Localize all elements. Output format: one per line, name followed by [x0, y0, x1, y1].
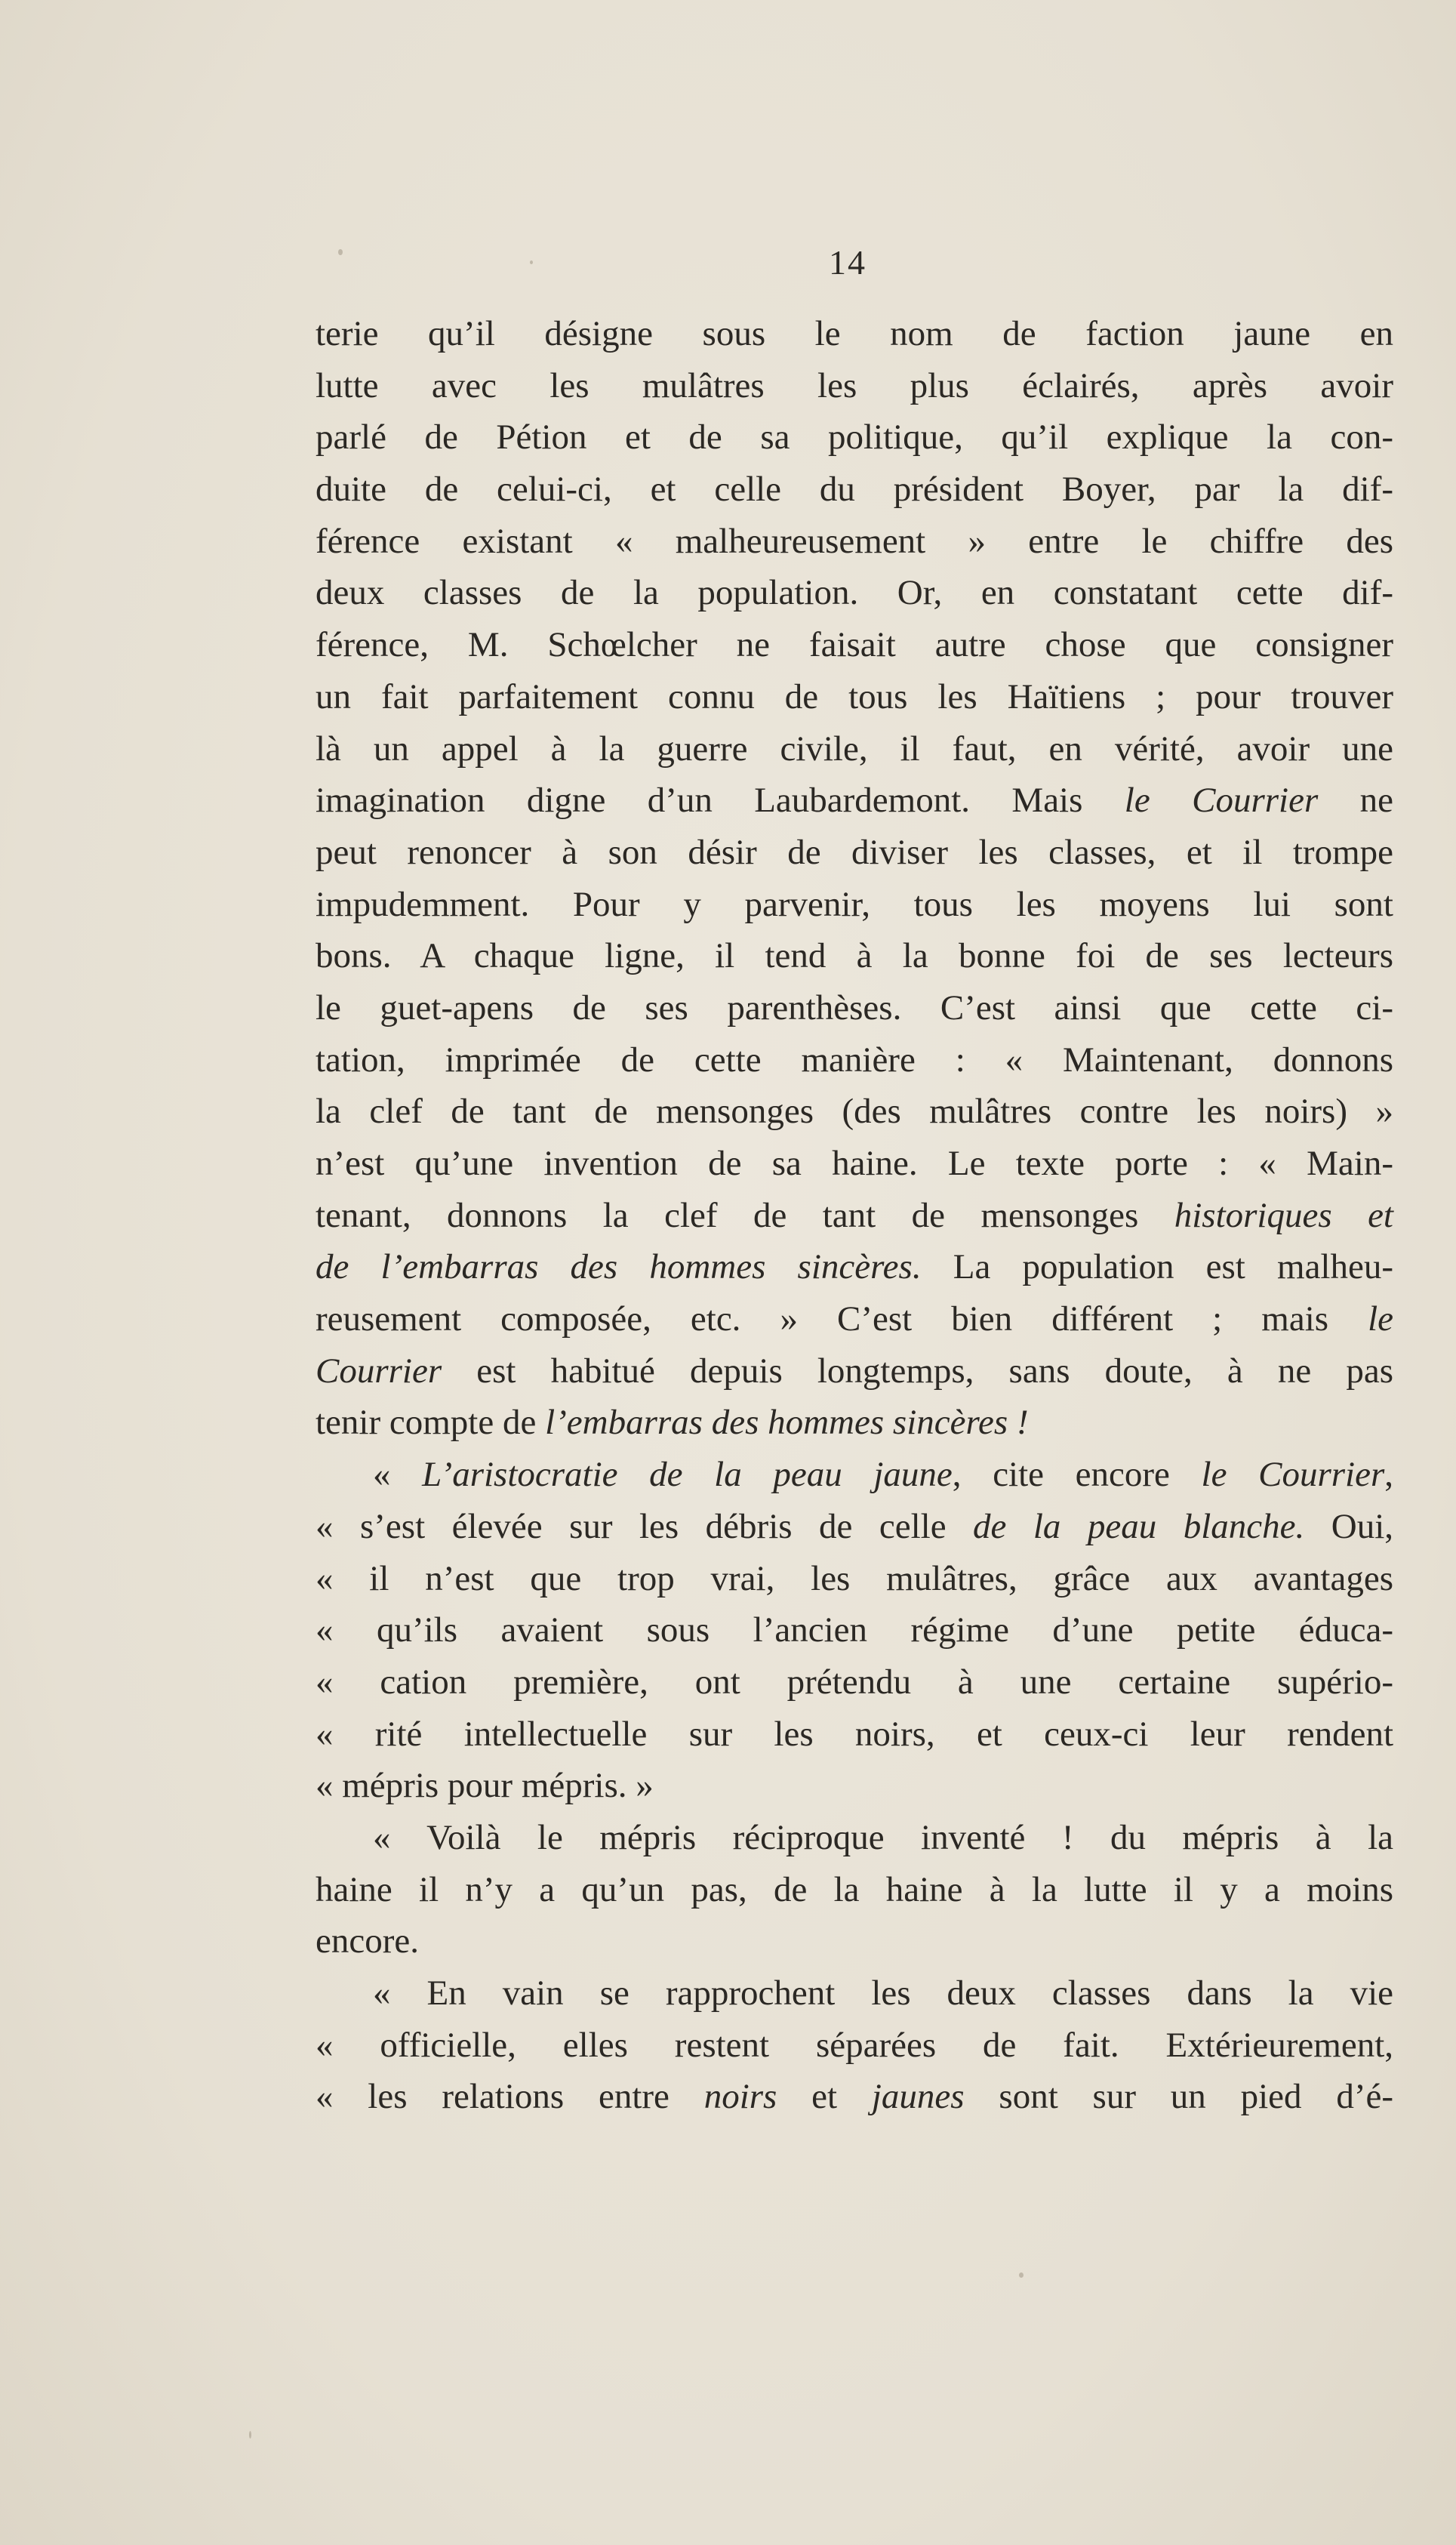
text-line — [316, 775, 1393, 827]
text-line-content — [316, 567, 1393, 619]
text-line — [316, 1138, 1393, 1190]
text-line — [316, 2020, 1393, 2072]
text-span: « qu’ils avaient sous l’ancien régime d’une petite éduca- — [316, 1610, 1393, 1650]
body-text — [316, 308, 1393, 2123]
text-line-content — [316, 827, 1393, 879]
ink-speck — [338, 249, 343, 255]
text-line-content — [316, 1293, 1393, 1345]
text-line — [316, 1086, 1393, 1138]
text-span: tenir compte de — [316, 1403, 546, 1443]
text-line — [316, 1034, 1393, 1086]
text-span: lutte avec les mulâtres les plus éclairés, après avoir — [316, 365, 1393, 405]
text-line-content — [316, 1345, 1393, 1397]
text-line-content — [316, 723, 1393, 775]
text-span: Oui, — [1304, 1506, 1394, 1546]
italic-text: de la peau blanche. — [973, 1506, 1305, 1546]
text-line-content — [316, 879, 1393, 931]
text-line-content — [316, 1138, 1393, 1190]
text-span: « cation première, ont prétendu à une certaine supério- — [316, 1662, 1393, 1702]
text-line-content — [316, 1190, 1393, 1242]
text-span: haine il n’y a qu’un pas, de la haine à la lutte il y a moins — [316, 1869, 1393, 1909]
text-line-content — [316, 1812, 1393, 1864]
text-line-content — [316, 1034, 1393, 1086]
text-line-content — [316, 308, 1393, 360]
text-span: férence, M. Schœlcher ne faisait autre chose que consigner — [316, 625, 1393, 665]
text-span: parlé de Pétion et de sa politique, qu’il explique la con- — [316, 417, 1393, 458]
text-line-content — [316, 1501, 1393, 1553]
text-line — [316, 1190, 1393, 1242]
text-line-content — [316, 619, 1393, 671]
italic-text: L’aristocratie de la peau jaune — [422, 1455, 953, 1495]
text-line-content — [316, 516, 1393, 568]
text-line — [316, 930, 1393, 982]
ink-speck — [1019, 2272, 1024, 2278]
text-line — [316, 516, 1393, 568]
italic-text: le — [1368, 1299, 1393, 1339]
text-span: le guet-apens de ses parenthèses. C’est ainsi que cette ci- — [316, 987, 1393, 1028]
text-line-content — [316, 1241, 1393, 1293]
text-line — [316, 2071, 1393, 2123]
text-span: impudemment. Pour y parvenir, tous les moyens lui sont — [316, 884, 1393, 924]
text-line — [316, 1397, 1393, 1449]
text-line-content — [316, 411, 1393, 464]
text-line — [316, 1864, 1393, 1916]
text-line — [316, 1553, 1393, 1605]
text-line — [316, 1293, 1393, 1345]
text-span: tenant, donnons la clef de tant de mensonges — [316, 1195, 1174, 1235]
text-line — [316, 1345, 1393, 1397]
text-span: « Voilà le mépris réciproque inventé ! du mépris à la — [373, 1817, 1393, 1857]
text-span: est habitué depuis longtemps, sans doute, à ne pas — [442, 1351, 1393, 1391]
text-span: férence existant « malheureusement » entre le chiffre des — [316, 521, 1393, 561]
text-line — [316, 827, 1393, 879]
text-line — [316, 1812, 1393, 1864]
text-line-content — [316, 1864, 1393, 1916]
text-line-content — [316, 1708, 1393, 1761]
text-span: terie qu’il désigne sous le nom de faction jaune en — [316, 314, 1393, 353]
text-line — [316, 411, 1393, 464]
text-line-content — [316, 1656, 1393, 1708]
italic-text: l’embarras des hommes sincères ! — [545, 1403, 1029, 1443]
text-line — [316, 1241, 1393, 1293]
text-line — [316, 1449, 1393, 1501]
text-line — [316, 671, 1393, 723]
text-span: bons. A chaque ligne, il tend à la bonne foi de ses lecteurs — [316, 936, 1393, 976]
text-span: un fait parfaitement connu de tous les Haïtiens ; pour trouver — [316, 676, 1393, 716]
italic-text: historiques et — [1174, 1195, 1393, 1235]
ink-speck — [530, 260, 533, 264]
text-span: tation, imprimée de cette manière : « Maintenant, donnons — [316, 1040, 1393, 1080]
text-line — [316, 360, 1393, 412]
text-span: « rité intellectuelle sur les noirs, et ceux-ci leur rendent — [316, 1714, 1393, 1754]
text-line-content — [316, 1604, 1393, 1656]
text-line-content — [316, 2020, 1393, 2072]
text-span: La population est malheu- — [921, 1247, 1393, 1287]
italic-text: noirs — [703, 2077, 777, 2117]
ink-speck — [249, 2431, 251, 2439]
text-line — [316, 1760, 1393, 1812]
text-span: reusement composée, etc. » C’est bien différent ; mais — [316, 1299, 1368, 1339]
text-span: peut renoncer à son désir de diviser les classes, et il trompe — [316, 832, 1393, 872]
text-line-content — [316, 1449, 1393, 1501]
text-span: « les relations entre — [316, 2077, 704, 2117]
text-line-content — [316, 464, 1393, 516]
italic-text: de l’embarras des hommes sincères. — [316, 1247, 922, 1287]
text-span: « En vain se rapprochent les deux classes dans la vie — [373, 1973, 1393, 2013]
text-span: n’est qu’une invention de sa haine. Le texte porte : « Main- — [316, 1144, 1393, 1183]
text-line — [316, 1708, 1393, 1761]
text-line-content — [316, 1086, 1393, 1138]
text-line-content — [316, 1915, 1393, 1967]
text-line — [316, 879, 1393, 931]
text-span: sont sur un pied d’é- — [964, 2077, 1393, 2117]
text-line — [316, 1604, 1393, 1656]
text-line-content — [316, 1760, 1393, 1812]
text-span: « s’est élevée sur les débris de celle — [316, 1506, 974, 1546]
text-span: là un appel à la guerre civile, il faut, en vérité, avoir une — [316, 729, 1393, 769]
text-span: ne — [1318, 781, 1393, 821]
text-line — [316, 1501, 1393, 1553]
text-line-content — [316, 1967, 1393, 2020]
text-line-content — [316, 2071, 1393, 2123]
text-span: la clef de tant de mensonges (des mulâtres contre les noirs) » — [316, 1092, 1393, 1132]
text-span: « — [373, 1455, 423, 1495]
text-line — [316, 982, 1393, 1034]
text-line-content — [316, 982, 1393, 1034]
italic-text: le Courrier — [1124, 781, 1319, 821]
text-span: , — [1384, 1455, 1393, 1495]
text-line — [316, 723, 1393, 775]
text-line — [316, 619, 1393, 671]
text-span: « mépris pour mépris. » — [316, 1766, 654, 1806]
text-line — [316, 1967, 1393, 2020]
italic-text: le Courrier — [1201, 1455, 1385, 1495]
text-line-content — [316, 1553, 1393, 1605]
text-line — [316, 1656, 1393, 1708]
text-span: « officielle, elles restent séparées de fait. Extérieurement, — [316, 2025, 1393, 2065]
text-line — [316, 464, 1393, 516]
text-span: « il n’est que trop vrai, les mulâtres, grâce aux avantages — [316, 1558, 1393, 1598]
text-line — [316, 1915, 1393, 1967]
text-line-content — [316, 1397, 1393, 1449]
text-span: imagination digne d’un Laubardemont. Mais — [316, 781, 1125, 821]
text-span: , cite encore — [952, 1455, 1202, 1495]
text-line-content — [316, 360, 1393, 412]
text-line — [316, 567, 1393, 619]
text-span: et — [777, 2077, 872, 2117]
text-line-content — [316, 930, 1393, 982]
text-span: duite de celui-ci, et celle du président Boyer, par la dif- — [316, 470, 1393, 510]
text-line-content — [316, 775, 1393, 827]
page-number: 14 — [829, 243, 867, 282]
text-span: deux classes de la population. Or, en constatant cette dif- — [316, 573, 1393, 613]
italic-text: jaunes — [871, 2077, 965, 2117]
text-line — [316, 308, 1393, 360]
text-line-content — [316, 671, 1393, 723]
text-span: encore. — [316, 1921, 419, 1961]
italic-text: Courrier — [316, 1351, 442, 1391]
